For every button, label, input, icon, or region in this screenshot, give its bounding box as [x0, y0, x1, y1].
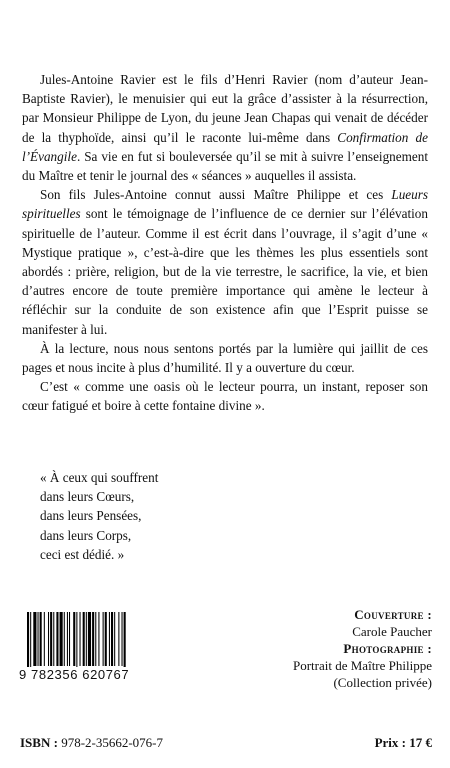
barcode-bar: [83, 612, 85, 666]
barcode-bar: [33, 612, 36, 666]
cover-credit-heading: Couverture :: [354, 607, 432, 622]
barcode-bar: [44, 612, 45, 666]
isbn-label: ISBN :: [20, 735, 58, 750]
barcode-bar: [103, 612, 104, 666]
barcode-bars: [27, 612, 157, 674]
dedication-line: dans leurs Cœurs,: [40, 489, 135, 505]
barcode-bar: [118, 612, 119, 666]
barcode-bar: [30, 612, 31, 674]
barcode-bar: [69, 612, 70, 666]
barcode-bar: [48, 612, 49, 666]
barcode-bar: [122, 612, 123, 666]
barcode-bar: [38, 612, 39, 666]
isbn: [20, 735, 163, 751]
barcode-bar: [56, 612, 58, 666]
barcode-bar: [73, 612, 75, 666]
credits: [212, 606, 432, 691]
barcode-bar: [98, 612, 99, 666]
cover-credit-name: Carole Paucher: [352, 624, 432, 639]
barcode-bar: [40, 612, 42, 666]
paragraph-2: [22, 185, 428, 339]
barcode-bar: [105, 612, 107, 666]
dedication-line: « À ceux qui souffrent: [40, 470, 159, 485]
barcode-bar: [124, 612, 126, 674]
barcode-bar: [109, 612, 110, 666]
barcode-bar: [95, 612, 96, 666]
dedication-line: dans leurs Corps,: [40, 527, 132, 543]
barcode-bar: [53, 612, 54, 666]
barcode-bar: [114, 612, 115, 666]
paragraph-1: [22, 70, 428, 185]
p1-text-a: Jules-Antoine Ravier est le fils d’Henri Ravier (nom d’auteur Jean-Baptiste Ravier), le menuisier qui eut la grâce d’assister à la résurrection, par Monsieur Philippe de Lyon, du jeune Jean Chapas qui venait de décéder de la thyphoïde, ainsi qu’il le raconte lui-même dans: [22, 72, 428, 145]
price: Prix : 17 €: [374, 735, 432, 750]
barcode-bar: [111, 612, 113, 666]
isbn-value: 978-2-35662-076-7: [57, 735, 164, 750]
barcode-bar: [76, 612, 77, 674]
barcode-bar: [67, 612, 68, 666]
p2-text-a: Son fils Jules-Antoine connut aussi Maître Philippe et ces: [40, 187, 392, 203]
photo-credit-line1: Portrait de Maître Philippe: [292, 658, 432, 673]
photo-credit-heading: Photographie :: [343, 641, 432, 656]
back-cover-text: [22, 70, 428, 416]
barcode-bar: [86, 612, 87, 666]
book-title-italic-2: Lueurs spirituelles: [22, 187, 428, 222]
dedication-line: ceci est dédié. »: [40, 546, 125, 562]
p2-text-b: sont le témoignage de l’influence de ce dernier sur l’élévation spirituelle de l’auteur. Comme il est écrit dans l’ouvrage, il s’agit d’une « Mystique pratique », c’est-à-dire que les thèmes les plus essentiels sont abordés : prière, religion, but de la vie terrestre, le sacrifice, la vie, et bien d’autres encore de toute première importance qui amène le lecteur à réfléchir sur la conduite de son existence afin que l’Esprit puisse se manifester à lui.: [22, 206, 428, 337]
barcode-number: 9 782356 620767: [19, 667, 164, 682]
barcode-bar: [92, 612, 94, 666]
dedication: [40, 468, 158, 564]
barcode-bar: [88, 612, 91, 666]
p1-text-b: . Sa vie en fut si bouleversée qu’il se mit à suivre l’enseignement du Maître et tenir le journal des « séances » auquelles il assista.: [22, 148, 428, 184]
barcode: [19, 612, 164, 692]
barcode-bar: [27, 612, 29, 674]
paragraph-3: À la lecture, nous nous sentons portés par la lumière qui jaillit de ces pages et nous incite à plus d’humilité. Il y a ouverture du cœur.: [22, 340, 428, 376]
dedication-line: dans leurs Pensées,: [40, 508, 142, 524]
book-title-italic: Confirmation de l’Évangile: [22, 129, 428, 164]
paragraph-4: C’est « comme une oasis où le lecteur pourra, un instant, reposer son cœur fatigué et boire à cette fontaine divine ».: [22, 379, 428, 414]
barcode-bar: [80, 612, 81, 666]
barcode-bar: [60, 612, 63, 666]
photo-credit-line2: (Collection privée): [333, 675, 432, 690]
barcode-bar: [64, 612, 65, 666]
barcode-bar: [50, 612, 52, 666]
